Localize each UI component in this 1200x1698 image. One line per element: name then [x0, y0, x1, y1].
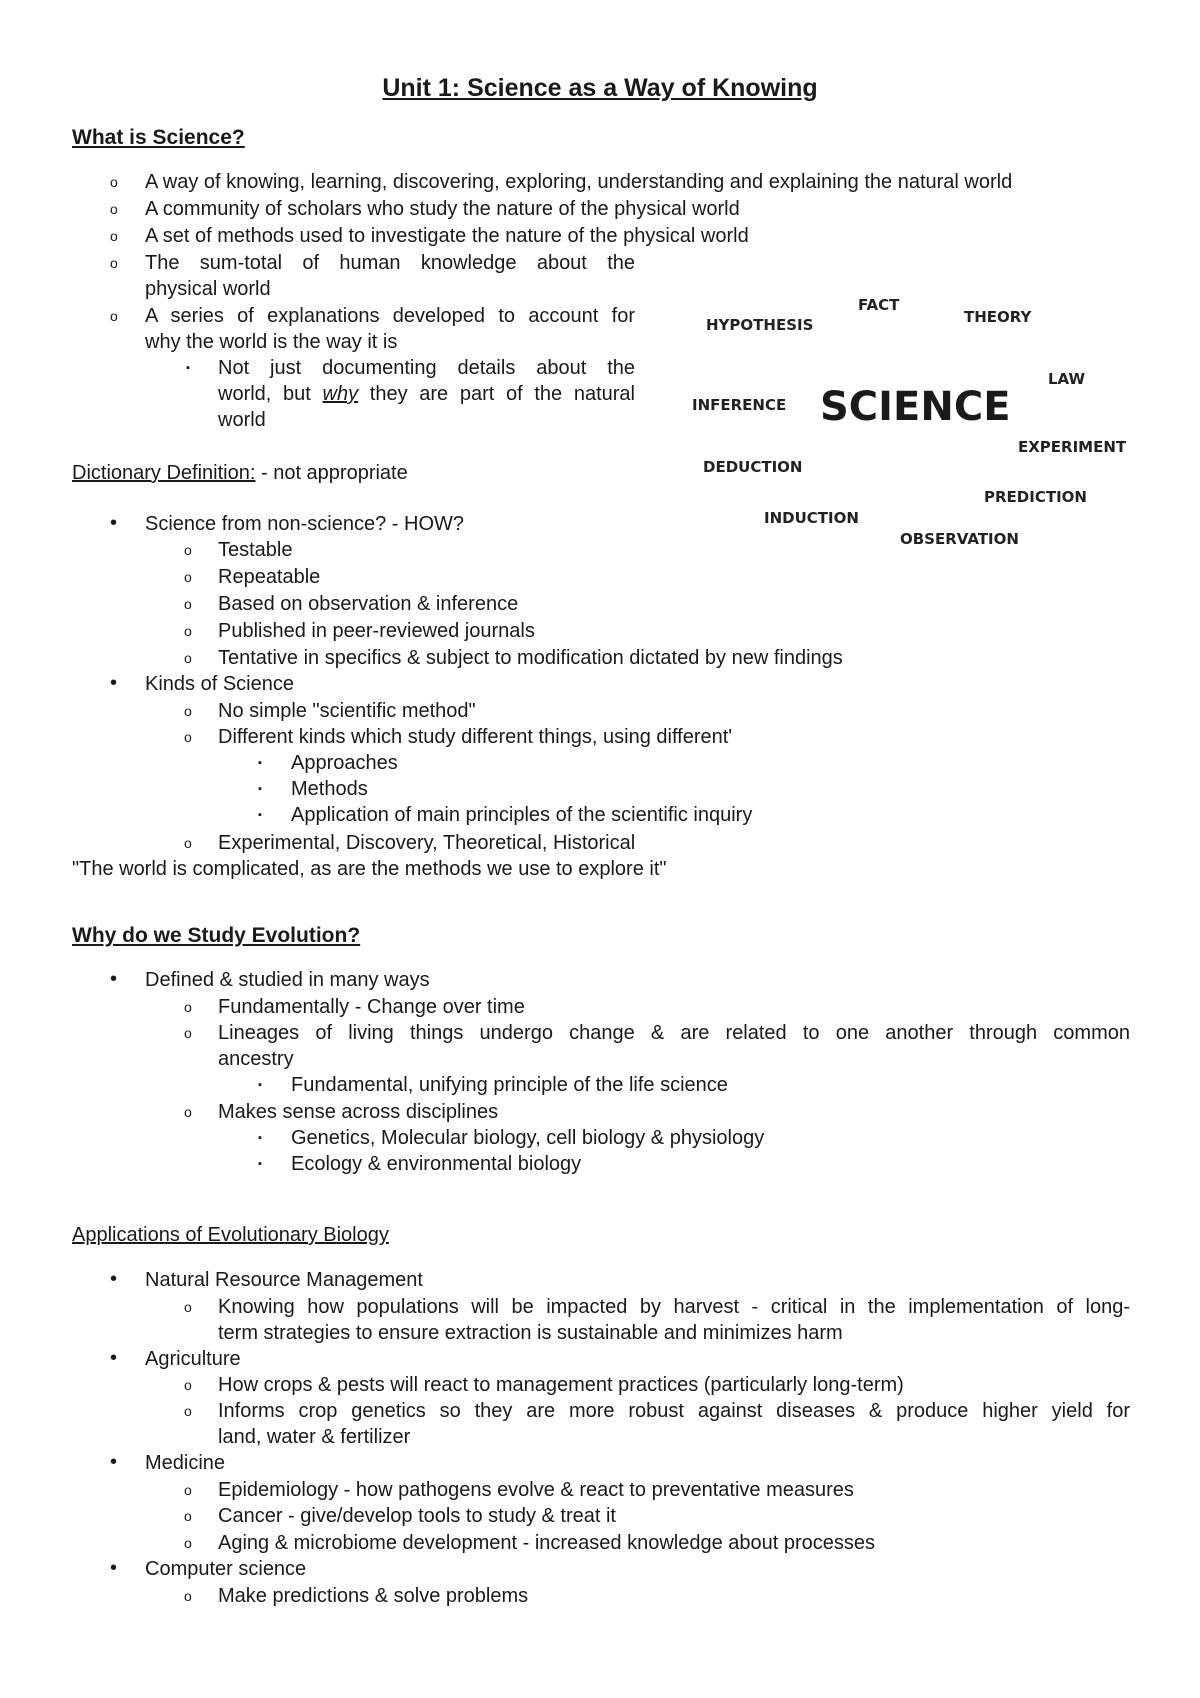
sub-list-item: Repeatable — [218, 566, 321, 588]
text-run: world, but — [218, 383, 323, 405]
list-item: Natural Resource Management — [145, 1269, 423, 1291]
dictionary-definition-note: - not appropriate — [255, 462, 408, 484]
sub-sub-list-item: Fundamental, unifying principle of the life science — [291, 1074, 728, 1096]
sub-list-item: Not just documenting details about the — [218, 357, 635, 379]
sub-list-item-continuation: term strategies to ensure extraction is sustainable and minimizes harm — [218, 1322, 843, 1344]
bullet-square: ▪ — [258, 783, 262, 795]
sub-list-item: Based on observation & inference — [218, 593, 519, 615]
bullet-square: ▪ — [186, 362, 190, 374]
sub-list-item: Published in peer-reviewed journals — [218, 620, 535, 642]
bullet-circle: o — [184, 1508, 192, 1524]
word-science: SCIENCE — [820, 384, 1011, 430]
applications-heading: Applications of Evolutionary Biology — [72, 1224, 389, 1246]
sub-list-item: Epidemiology - how pathogens evolve & react to preventative measures — [218, 1479, 854, 1501]
list-item: Medicine — [145, 1452, 226, 1474]
bullet-circle: o — [184, 1403, 192, 1419]
sub-list-item: Informs crop genetics so they are more robust against diseases & produce higher yield for — [218, 1400, 1130, 1422]
bullet-circle: o — [184, 623, 192, 639]
sub-list-item: Cancer - give/develop tools to study & treat it — [218, 1505, 616, 1527]
sub-list-item: Make predictions & solve problems — [218, 1585, 529, 1607]
bullet-circle: o — [184, 1588, 192, 1604]
bullet-square: ▪ — [258, 757, 262, 769]
sub-list-item-continuation: ancestry — [218, 1048, 294, 1070]
word-observation: OBSERVATION — [900, 530, 1019, 548]
word-hypothesis: HYPOTHESIS — [706, 316, 814, 334]
bullet-circle: o — [110, 174, 118, 190]
text-run: they are part of the natural — [358, 383, 635, 405]
word-fact: FACT — [858, 296, 900, 314]
bullet-disc: • — [110, 968, 118, 990]
list-item-continuation: why the world is the way it is — [145, 331, 398, 353]
bullet-circle: o — [184, 1104, 192, 1120]
dictionary-definition — [72, 460, 408, 486]
list-item: Agriculture — [145, 1348, 241, 1370]
bullet-circle: o — [184, 1535, 192, 1551]
bullet-circle: o — [184, 1482, 192, 1498]
bullet-square: ▪ — [258, 1132, 262, 1144]
list-item: The sum-total of human knowledge about the — [145, 252, 635, 274]
dictionary-definition-label: Dictionary Definition: — [72, 462, 256, 484]
bullet-disc: • — [110, 1347, 118, 1369]
list-item: Science from non-science? - HOW? — [145, 513, 465, 535]
word-law: LAW — [1048, 370, 1086, 388]
sub-list-item: Experimental, Discovery, Theoretical, Historical — [218, 832, 636, 854]
bullet-circle: o — [184, 650, 192, 666]
sub-list-item: Aging & microbiome development - increased knowledge about processes — [218, 1532, 876, 1554]
list-item: A set of methods used to investigate the nature of the physical world — [145, 225, 749, 247]
list-item: A series of explanations developed to account for — [145, 305, 635, 327]
bullet-circle: o — [184, 569, 192, 585]
sub-list-item: Lineages of living things undergo change & are related to one another through common — [218, 1022, 1130, 1044]
sub-list-item: How crops & pests will react to management practices (particularly long-term) — [218, 1374, 904, 1396]
sub-list-item: Testable — [218, 539, 293, 561]
bullet-circle: o — [184, 729, 192, 745]
sub-sub-list-item: Approaches — [291, 752, 398, 774]
bullet-circle: o — [184, 1299, 192, 1315]
bullet-circle: o — [184, 835, 192, 851]
list-item: A way of knowing, learning, discovering, exploring, understanding and explaining the natural world — [145, 171, 1013, 193]
section-heading-what-is-science: What is Science? — [72, 126, 245, 149]
word-deduction: DEDUCTION — [703, 458, 803, 476]
sub-list-item: No simple "scientific method" — [218, 700, 476, 722]
bullet-circle: o — [184, 1377, 192, 1393]
bullet-square: ▪ — [258, 1158, 262, 1170]
sub-sub-list-item: Ecology & environmental biology — [291, 1153, 582, 1175]
bullet-circle: o — [184, 596, 192, 612]
sub-list-item: Knowing how populations will be impacted by harvest - critical in the implementation of long- — [218, 1296, 1130, 1318]
sub-list-item: Tentative in specifics & subject to modification dictated by new findings — [218, 647, 843, 669]
bullet-disc: • — [110, 1268, 118, 1290]
bullet-disc: • — [110, 672, 118, 694]
list-item: Computer science — [145, 1558, 307, 1580]
bullet-disc: • — [110, 1557, 118, 1579]
quote: "The world is complicated, as are the methods we use to explore it" — [72, 858, 667, 880]
sub-list-item: Fundamentally - Change over time — [218, 996, 525, 1018]
word-theory: THEORY — [964, 308, 1032, 326]
page-title: Unit 1: Science as a Way of Knowing — [382, 74, 818, 102]
word-prediction: PREDICTION — [984, 488, 1087, 506]
sub-list-item: Different kinds which study different things, using different' — [218, 726, 733, 748]
list-item: Kinds of Science — [145, 673, 294, 695]
bullet-circle: o — [110, 308, 118, 324]
word-induction: INDUCTION — [764, 509, 859, 527]
sub-sub-list-item: Genetics, Molecular biology, cell biology & physiology — [291, 1127, 765, 1149]
bullet-disc: • — [110, 1451, 118, 1473]
bullet-square: ▪ — [258, 809, 262, 821]
word-experiment: EXPERIMENT — [1018, 438, 1127, 456]
bullet-circle: o — [184, 542, 192, 558]
word-inference: INFERENCE — [692, 396, 787, 414]
bullet-circle: o — [184, 999, 192, 1015]
bullet-circle: o — [110, 255, 118, 271]
science-word-cloud — [680, 270, 1130, 560]
bullet-disc: • — [110, 512, 118, 534]
bullet-circle: o — [184, 703, 192, 719]
sub-list-item-continuation — [218, 381, 635, 407]
list-item-continuation: physical world — [145, 278, 271, 300]
bullet-circle: o — [184, 1025, 192, 1041]
sub-sub-list-item: Methods — [291, 778, 368, 800]
sub-list-item-continuation: world — [218, 409, 266, 431]
list-item: Defined & studied in many ways — [145, 969, 430, 991]
sub-list-item: Makes sense across disciplines — [218, 1101, 499, 1123]
sub-list-item-continuation: land, water & fertilizer — [218, 1426, 411, 1448]
sub-sub-list-item: Application of main principles of the scientific inquiry — [291, 804, 753, 826]
emphasis-why: why — [322, 383, 359, 405]
bullet-circle: o — [110, 201, 118, 217]
bullet-circle: o — [110, 228, 118, 244]
section-heading-why-study-evolution: Why do we Study Evolution? — [72, 924, 361, 947]
list-item: A community of scholars who study the nature of the physical world — [145, 198, 740, 220]
bullet-square: ▪ — [258, 1079, 262, 1091]
